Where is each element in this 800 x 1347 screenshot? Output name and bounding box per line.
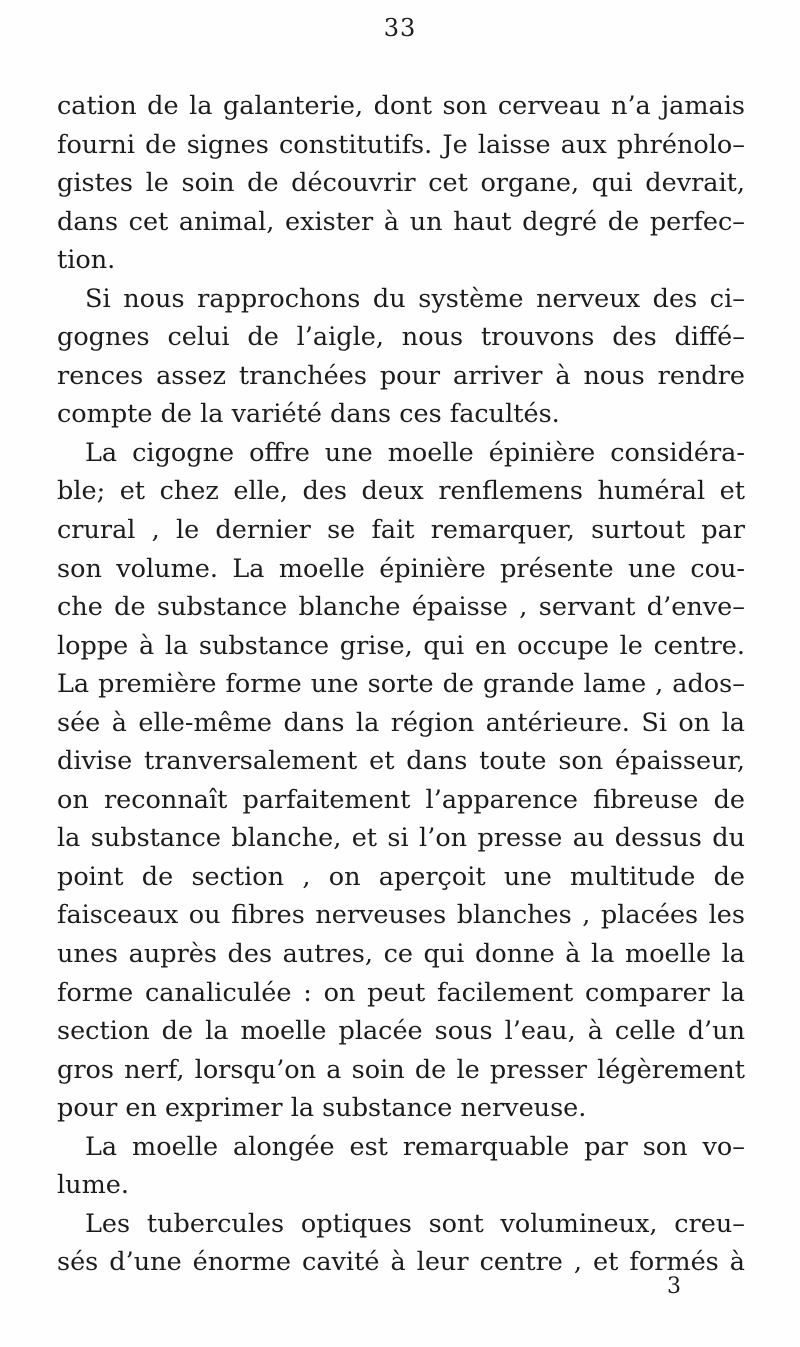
text-line: unes auprès des autres, ce qui donne à la moelle la [57, 939, 745, 970]
text-line: gros nerf, lorsqu’on a soin de le presser légèrement [57, 1054, 745, 1085]
text-line: Les tubercules optiques sont volumineux, creu– [85, 1208, 745, 1239]
signature-mark: 3 [667, 1274, 681, 1299]
text-line: point de section , on aperçoit une multitude de [57, 861, 745, 892]
text-line: loppe à la substance grise, qui en occupe le centre. [57, 630, 745, 661]
text-line: crural , le dernier se fait remarquer, surtout par [57, 515, 745, 546]
text-line: La première forme une sorte de grande lame , ados– [57, 669, 745, 700]
text-line: la substance blanche, et si l’on presse au dessus du [57, 823, 745, 854]
text-line: sée à elle-même dans la région antérieure. Si on la [57, 707, 745, 738]
text-line: cation de la galanterie, dont son cerveau n’a jamais [57, 91, 745, 121]
page-number: 33 [383, 14, 417, 42]
text-line: sés d’une énorme cavité à leur centre , et formés à [57, 1247, 745, 1278]
text-line: gognes celui de l’aigle, nous trouvons des diffé– [57, 322, 745, 353]
text-line: section de la moelle placée sous l’eau, à celle d’un [57, 1016, 745, 1047]
text-line: La cigogne offre une moelle épinière considéra- [85, 437, 745, 468]
text-line: son volume. La moelle épinière présente une cou- [57, 553, 745, 584]
text-line: compte de la variété dans ces facultés. [57, 399, 560, 430]
text-line: rences assez tranchées pour arriver à nous rendre [57, 360, 745, 391]
text-line: ble; et chez elle, des deux renflemens huméral et [57, 476, 745, 507]
text-line: forme canaliculée : on peut facilement comparer la [57, 977, 745, 1008]
text-line: dans cet animal, exister à un haut degré de perfec– [57, 206, 745, 237]
text-line: divise tranversalement et dans toute son épaisseur, [57, 746, 745, 777]
text-line: che de substance blanche épaisse , servant d’enve– [57, 592, 745, 623]
text-line: faisceaux ou fibres nerveuses blanches , placées les [57, 900, 745, 931]
text-line: on reconnaît parfaitement l’apparence fibreuse de [57, 784, 745, 815]
text-line: La moelle alongée est remarquable par son vo– [85, 1131, 745, 1162]
text-line: tion. [57, 245, 116, 276]
text-line: lume. [57, 1170, 129, 1201]
text-line: fourni de signes constitutifs. Je laisse aux phrénolo– [57, 129, 745, 160]
text-line: gistes le soin de découvrir cet organe, qui devrait, [57, 168, 745, 199]
text-line: Si nous rapprochons du système nerveux des ci– [85, 283, 745, 314]
text-line: pour en exprimer la substance nerveuse. [57, 1093, 587, 1124]
body-text [57, 87, 745, 1282]
